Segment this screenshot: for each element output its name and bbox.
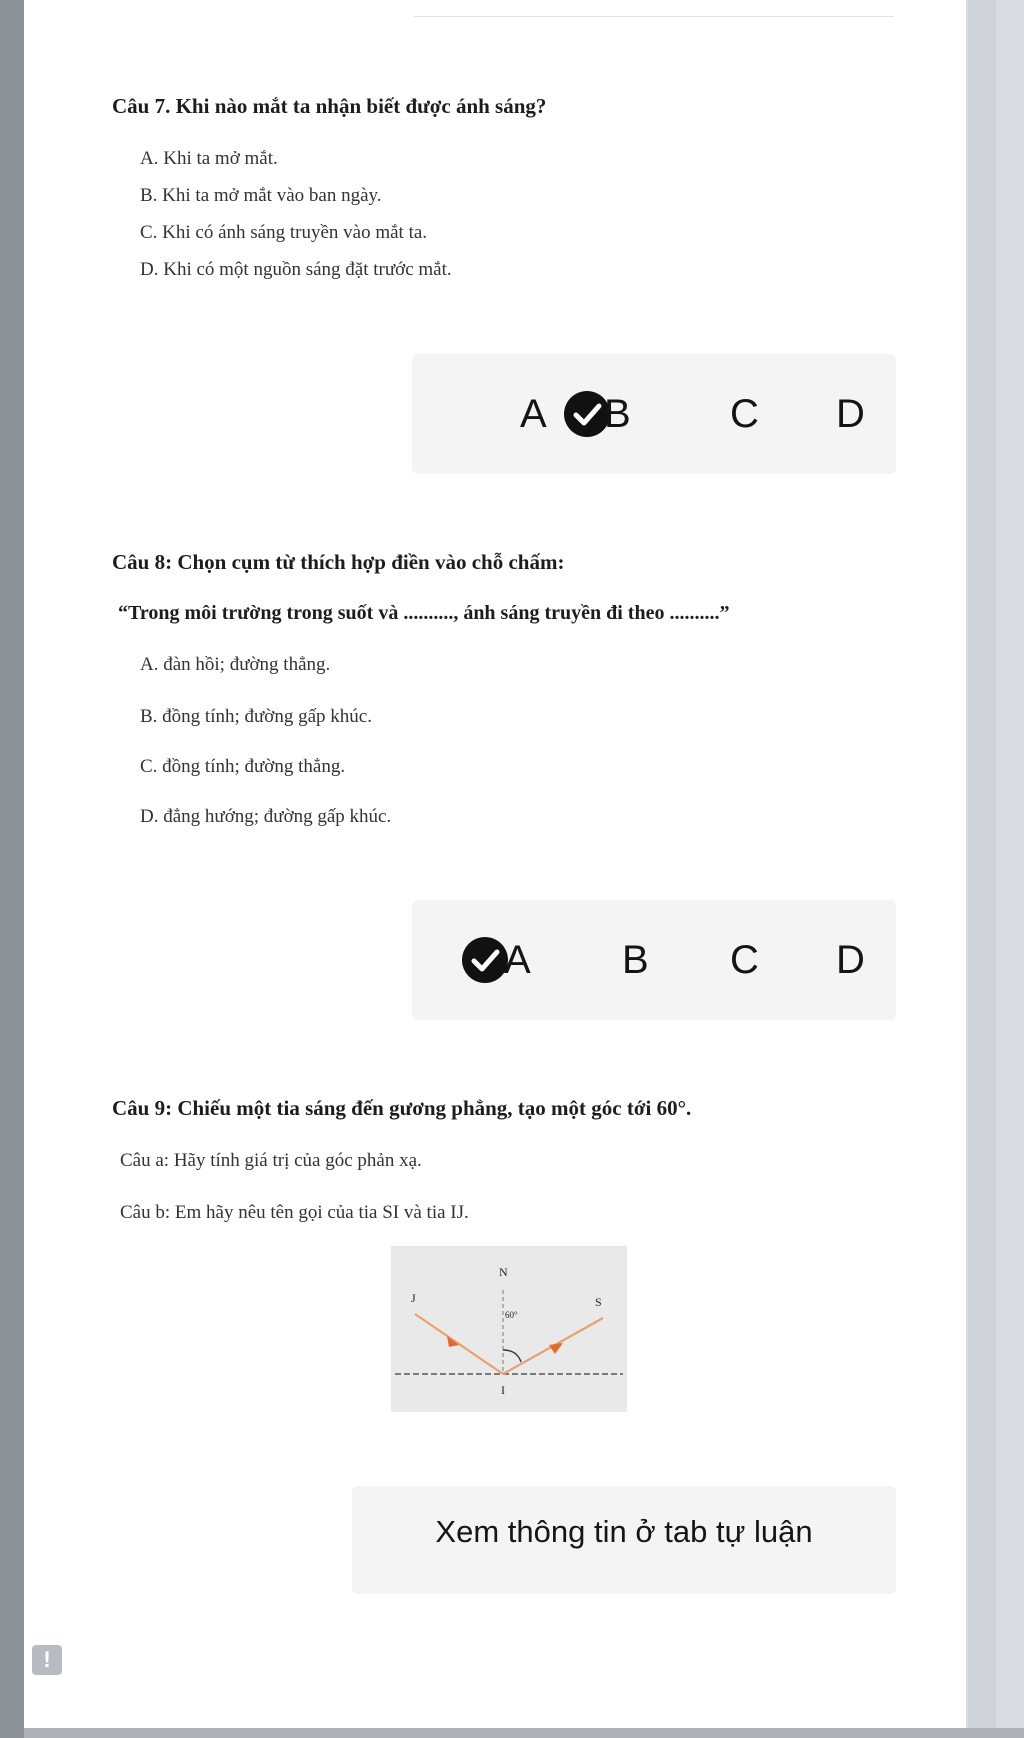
check-circle-icon bbox=[462, 937, 508, 983]
q7-choice-d[interactable]: D bbox=[836, 392, 865, 436]
q8-option-b: B. đồng tính; đường gấp khúc. bbox=[140, 706, 372, 727]
angle-arc bbox=[503, 1350, 521, 1362]
exclamation-icon[interactable]: ! bbox=[32, 1645, 62, 1675]
q7-option-d: D. Khi có một nguồn sáng đặt trước mắt. bbox=[140, 259, 452, 280]
question-9-title: Câu 9: Chiếu một tia sáng đến gương phẳng, tạo một góc tới 60°. bbox=[112, 1096, 692, 1120]
bottom-strip bbox=[24, 1728, 1024, 1738]
form-sheet bbox=[24, 0, 968, 1728]
left-edge bbox=[0, 0, 24, 1738]
q7-option-a: A. Khi ta mở mắt. bbox=[140, 148, 278, 169]
q8-quote: “Trong môi trường trong suốt và .........., ánh sáng truyền đi theo ..........” bbox=[118, 602, 730, 624]
q7-answer-group bbox=[412, 354, 896, 474]
q8-choice-d[interactable]: D bbox=[836, 938, 865, 982]
label-i: I bbox=[501, 1383, 505, 1397]
q7-choice-a[interactable]: A bbox=[520, 392, 547, 436]
reflection-diagram bbox=[391, 1246, 627, 1412]
q8-choice-c[interactable]: C bbox=[730, 938, 759, 982]
q8-option-d: D. đẳng hướng; đường gấp khúc. bbox=[140, 806, 392, 827]
q8-option-c: C. đồng tính; đường thẳng. bbox=[140, 756, 346, 777]
q9-sub-a: Câu a: Hãy tính giá trị của góc phản xạ. bbox=[120, 1150, 422, 1171]
info-box bbox=[352, 1486, 896, 1594]
q8-choice-b[interactable]: B bbox=[622, 938, 649, 982]
q8-choice-a[interactable]: A bbox=[504, 938, 531, 982]
q7-option-b: B. Khi ta mở mắt vào ban ngày. bbox=[140, 185, 382, 206]
arrow-si-icon bbox=[549, 1343, 563, 1354]
label-angle: 60° bbox=[505, 1310, 518, 1320]
label-n: N bbox=[499, 1265, 508, 1279]
top-divider bbox=[414, 10, 894, 17]
question-7-title: Câu 7. Khi nào mắt ta nhận biết được ánh sáng? bbox=[112, 94, 547, 118]
q9-sub-b: Câu b: Em hãy nêu tên gọi của tia SI và tia IJ. bbox=[120, 1202, 469, 1223]
q7-option-c: C. Khi có ánh sáng truyền vào mắt ta. bbox=[140, 222, 428, 243]
info-text: Xem thông tin ở tab tự luận bbox=[435, 1514, 813, 1549]
q8-answer-group bbox=[412, 900, 896, 1020]
q8-option-a: A. đàn hồi; đường thẳng. bbox=[140, 654, 331, 675]
question-8-title: Câu 8: Chọn cụm từ thích hợp điền vào chỗ chấm: bbox=[112, 550, 565, 574]
label-j: J bbox=[411, 1291, 416, 1305]
q7-choice-c[interactable]: C bbox=[730, 392, 759, 436]
label-s: S bbox=[595, 1295, 602, 1309]
right-gutter bbox=[966, 0, 1024, 1738]
ray-ij bbox=[415, 1314, 503, 1374]
q7-choice-b[interactable]: B bbox=[604, 392, 631, 436]
